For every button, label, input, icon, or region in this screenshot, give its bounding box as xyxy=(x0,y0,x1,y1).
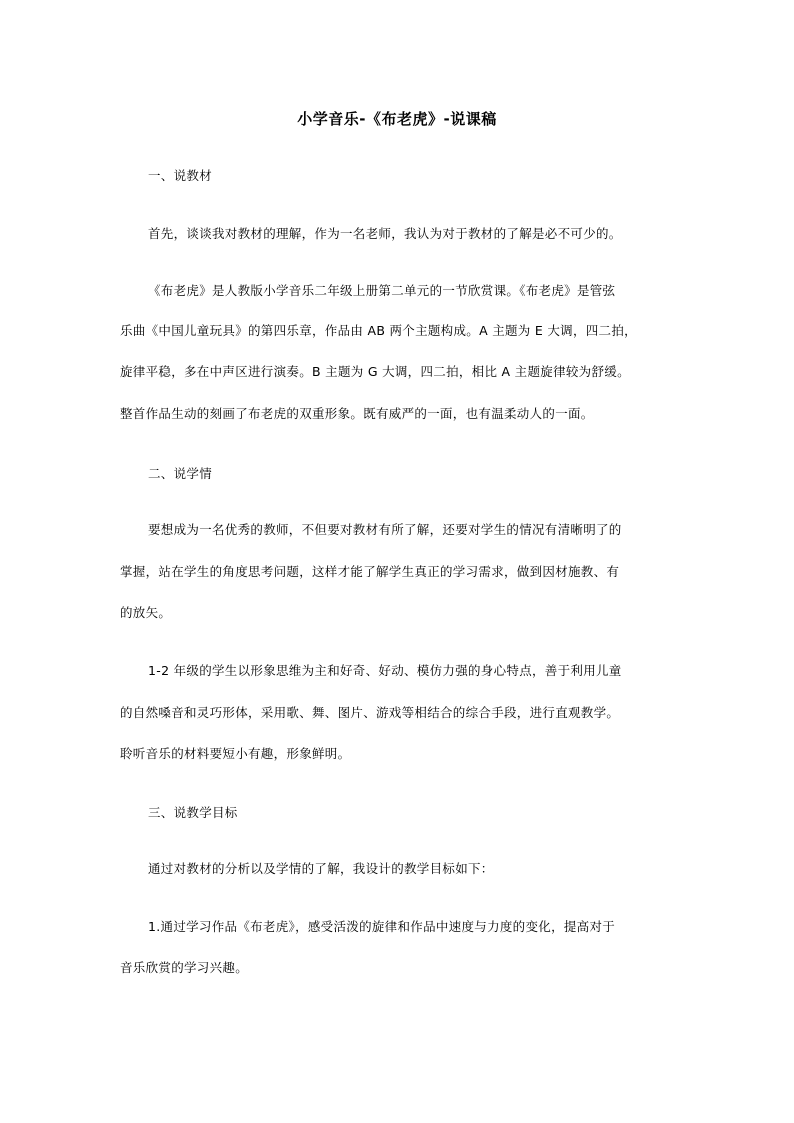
paragraph-line: 乐曲《中国儿童玩具》的第四乐章，作品由 AB 两个主题构成。A 主题为 E 大调，四二拍， xyxy=(120,323,637,338)
paragraph-line: 1.通过学习作品《布老虎》，感受活泼的旋律和作品中速度与力度的变化，提高对于 xyxy=(148,919,616,934)
document-title: 小学音乐-《布老虎》-说课稿 xyxy=(297,110,497,128)
paragraph-line: 旋律平稳，多在中声区进行演奏。B 主题为 G 大调，四二拍，相比 A 主题旋律较为舒缓。 xyxy=(120,364,630,379)
paragraph-line: 的放矢。 xyxy=(120,605,172,620)
paragraph-line: 1-2 年级的学生以形象思维为主和好奇、好动、模仿力强的身心特点，善于利用儿童 xyxy=(148,663,622,678)
section-heading: 二、说学情 xyxy=(148,466,213,481)
paragraph-line: 的自然嗓音和灵巧形体，采用歌、舞、图片、游戏等相结合的综合手段，进行直观教学。 xyxy=(120,705,620,720)
paragraph-line: 通过对教材的分析以及学情的了解，我设计的教学目标如下： xyxy=(148,861,494,876)
paragraph-line: 《布老虎》是人教版小学音乐二年级上册第二单元的一节欣赏课。《布老虎》是管弦 xyxy=(148,283,616,298)
section-heading: 三、说教学目标 xyxy=(148,805,238,820)
paragraph-line: 首先，谈谈我对教材的理解，作为一名老师，我认为对于教材的了解是必不可少的。 xyxy=(148,226,622,241)
paragraph-line: 音乐欣赏的学习兴趣。 xyxy=(120,960,249,975)
paragraph-line: 掌握，站在学生的角度思考问题，这样才能了解学生真正的学习需求，做到因材施教、有 xyxy=(120,564,620,579)
paragraph-line: 要想成为一名优秀的教师，不但要对教材有所了解，还要对学生的情况有清晰明了的 xyxy=(148,522,622,537)
section-heading: 一、说教材 xyxy=(148,168,213,183)
paragraph-line: 聆听音乐的材料要短小有趣，形象鲜明。 xyxy=(120,746,351,761)
paragraph-line: 整首作品生动的刻画了布老虎的双重形象。既有威严的一面，也有温柔动人的一面。 xyxy=(120,406,594,421)
